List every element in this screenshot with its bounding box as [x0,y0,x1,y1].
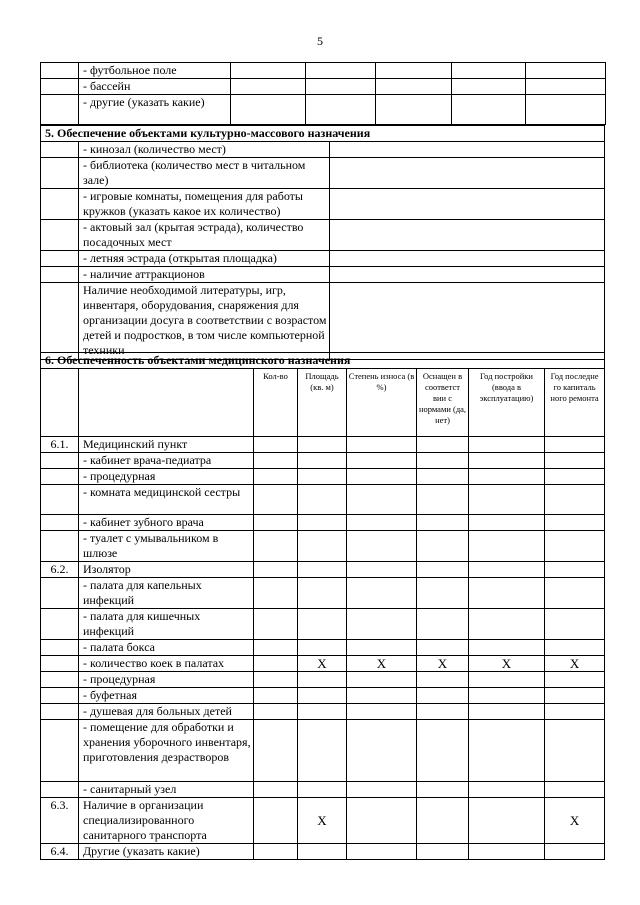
table-row [41,704,605,720]
column-header: Год постройки (ввода в эксплуатацию) [469,369,545,437]
cell-mark [417,531,469,562]
table-row [41,437,605,453]
cell-mark [417,437,469,453]
cell-mark [347,704,417,720]
table-row [41,220,605,251]
row-number [41,515,79,531]
row-number [41,531,79,562]
cell-mark: X [298,656,347,672]
table-row [41,283,605,360]
cell-mark [545,515,605,531]
table-row [41,798,605,844]
table-row [41,158,605,189]
cell-mark [469,720,545,782]
row-number [41,578,79,609]
cell-mark [469,562,545,578]
cell-mark [545,704,605,720]
cell-mark [254,562,298,578]
section6-title: 6. Обеспеченность объектами медицинского назначения [41,353,605,369]
cell-mark [545,531,605,562]
row-label: - футбольное поле [79,63,231,79]
row-label: Наличие в организации специализированного санитарного транспорта [79,798,254,844]
cell-mark [298,688,347,704]
cell-mark [254,578,298,609]
cell-mark [298,640,347,656]
cell-mark [254,782,298,798]
sports-continuation-table [40,62,606,125]
cell-mark [298,531,347,562]
column-header: Оснащен в соответст вии с нормами (да, нет) [417,369,469,437]
column-header: Степень износа (в %) [347,369,417,437]
cell-mark [469,782,545,798]
cell-mark [254,656,298,672]
cell-mark [469,469,545,485]
table-row [41,469,605,485]
cell-mark [417,515,469,531]
cell-mark [469,688,545,704]
cell-mark [469,798,545,844]
cell-mark [469,453,545,469]
cell-mark [347,844,417,860]
cell-mark [545,578,605,609]
cell-mark [469,704,545,720]
row-number [41,672,79,688]
table-row [41,640,605,656]
table-row [41,189,605,220]
cell-mark [417,782,469,798]
cell-mark [347,437,417,453]
cell-mark [298,578,347,609]
row-number: 6.2. [41,562,79,578]
row-number [41,469,79,485]
row-label: - процедурная [79,672,254,688]
cell-mark [254,453,298,469]
row-label: - палата для капельных инфекций [79,578,254,609]
cell-mark [347,485,417,515]
cell-mark [469,672,545,688]
row-label: - туалет с умывальником в шлюзе [79,531,254,562]
cell-mark [347,609,417,640]
cell-mark [298,453,347,469]
table-row [41,656,605,672]
cell-mark [469,578,545,609]
cell-mark [545,688,605,704]
table-row [41,63,606,79]
row-label: - количество коек в палатах [79,656,254,672]
row-label: - бассейн [79,79,231,95]
cell-mark [545,485,605,515]
cell-mark [469,531,545,562]
row-label: - другие (указать какие) [79,95,231,125]
cell-mark [545,640,605,656]
cell-mark [347,782,417,798]
cell-mark [347,515,417,531]
cell-mark [417,672,469,688]
row-label: Изолятор [79,562,254,578]
cell-mark [417,453,469,469]
row-label: - кинозал (количество мест) [79,142,330,158]
cell-mark [469,485,545,515]
row-number [41,485,79,515]
table-row [41,515,605,531]
cell-mark: X [545,656,605,672]
row-label: - комната медицинской сестры [79,485,254,515]
row-number: 6.4. [41,844,79,860]
table-row [41,251,605,267]
row-label: - санитарный узел [79,782,254,798]
row-label: - помещение для обработки и хранения уборочного инвентаря, приготовления дезрастворов [79,720,254,782]
table-row [41,720,605,782]
cell-mark: X [347,656,417,672]
column-header: Год последне го капиталь ного ремонта [545,369,605,437]
cell-mark [298,844,347,860]
cell-mark [298,672,347,688]
header-row [41,369,605,437]
row-number [41,688,79,704]
cell-mark [347,688,417,704]
cell-mark [347,453,417,469]
cell-mark [254,531,298,562]
row-number [41,782,79,798]
cell-mark: X [298,798,347,844]
cell-mark [417,720,469,782]
section5-table [40,125,605,360]
cell-mark [417,640,469,656]
cell-mark [254,640,298,656]
row-label: Медицинский пункт [79,437,254,453]
cell-mark [254,798,298,844]
cell-mark [254,515,298,531]
cell-mark [417,704,469,720]
cell-mark [469,515,545,531]
cell-mark [545,437,605,453]
cell-mark [417,469,469,485]
cell-mark [417,562,469,578]
section5-title: 5. Обеспечение объектами культурно-массового назначения [41,126,605,142]
cell-mark [254,704,298,720]
cell-mark [417,688,469,704]
row-label: - палата бокса [79,640,254,656]
cell-mark [545,469,605,485]
cell-mark [298,437,347,453]
row-number: 6.3. [41,798,79,844]
cell-mark [347,578,417,609]
row-label: - наличие аттракционов [79,267,330,283]
cell-mark [254,469,298,485]
cell-mark: X [417,656,469,672]
row-label: - душевая для больных детей [79,704,254,720]
cell-mark [298,704,347,720]
cell-mark [545,453,605,469]
row-number [41,453,79,469]
cell-mark [347,640,417,656]
table-row [41,672,605,688]
table-row [41,453,605,469]
table-row [41,562,605,578]
column-header: Кол-во [254,369,298,437]
cell-mark [417,798,469,844]
page-number: 5 [317,34,323,48]
table-row [41,485,605,515]
table-row [41,609,605,640]
row-label: Наличие необходимой литературы, игр, инвентаря, оборудования, снаряжения для организации досуга в соответствии с возрастом детей и подростков, в том числе компьютерной техники [79,283,330,360]
row-label: - кабинет врача-педиатра [79,453,254,469]
row-label: - игровые комнаты, помещения для работы кружков (указать какое их количество) [79,189,330,220]
cell-mark [347,469,417,485]
cell-mark [545,844,605,860]
cell-mark [417,844,469,860]
row-label: - летняя эстрада (открытая площадка) [79,251,330,267]
cell-mark [347,720,417,782]
cell-mark [545,609,605,640]
table-row [41,578,605,609]
row-number: 6.1. [41,437,79,453]
row-label: - буфетная [79,688,254,704]
cell-mark [545,562,605,578]
cell-mark [417,578,469,609]
cell-mark [254,609,298,640]
cell-mark [254,485,298,515]
cell-mark [347,562,417,578]
row-label: - процедурная [79,469,254,485]
cell-mark [545,782,605,798]
cell-mark [298,562,347,578]
cell-mark [417,485,469,515]
cell-mark [347,798,417,844]
cell-mark [469,437,545,453]
row-label: - палата для кишечных инфекций [79,609,254,640]
table-row [41,79,606,95]
cell-mark [254,844,298,860]
section6-table [40,352,605,860]
row-number [41,640,79,656]
cell-mark: X [545,798,605,844]
table-row [41,782,605,798]
table-row [41,688,605,704]
cell-mark [254,437,298,453]
cell-mark [298,782,347,798]
row-number [41,656,79,672]
table-row [41,531,605,562]
table-row [41,95,606,125]
cell-mark [545,720,605,782]
cell-mark [254,720,298,782]
row-label: - библиотека (количество мест в читальном зале) [79,158,330,189]
cell-mark [254,672,298,688]
cell-mark [298,485,347,515]
row-label: Другие (указать какие) [79,844,254,860]
cell-mark [298,720,347,782]
cell-mark [469,640,545,656]
cell-mark [347,531,417,562]
column-header: Площадь (кв. м) [298,369,347,437]
cell-mark [469,609,545,640]
cell-mark [469,844,545,860]
table-row [41,844,605,860]
cell-mark [347,672,417,688]
row-label: - актовый зал (крытая эстрада), количество посадочных мест [79,220,330,251]
row-label: - кабинет зубного врача [79,515,254,531]
cell-mark [417,609,469,640]
cell-mark [254,688,298,704]
cell-mark [545,672,605,688]
table-row [41,267,605,283]
row-number [41,720,79,782]
cell-mark [298,469,347,485]
table-row [41,142,605,158]
row-number [41,704,79,720]
cell-mark [298,515,347,531]
cell-mark [298,609,347,640]
row-number [41,609,79,640]
cell-mark: X [469,656,545,672]
